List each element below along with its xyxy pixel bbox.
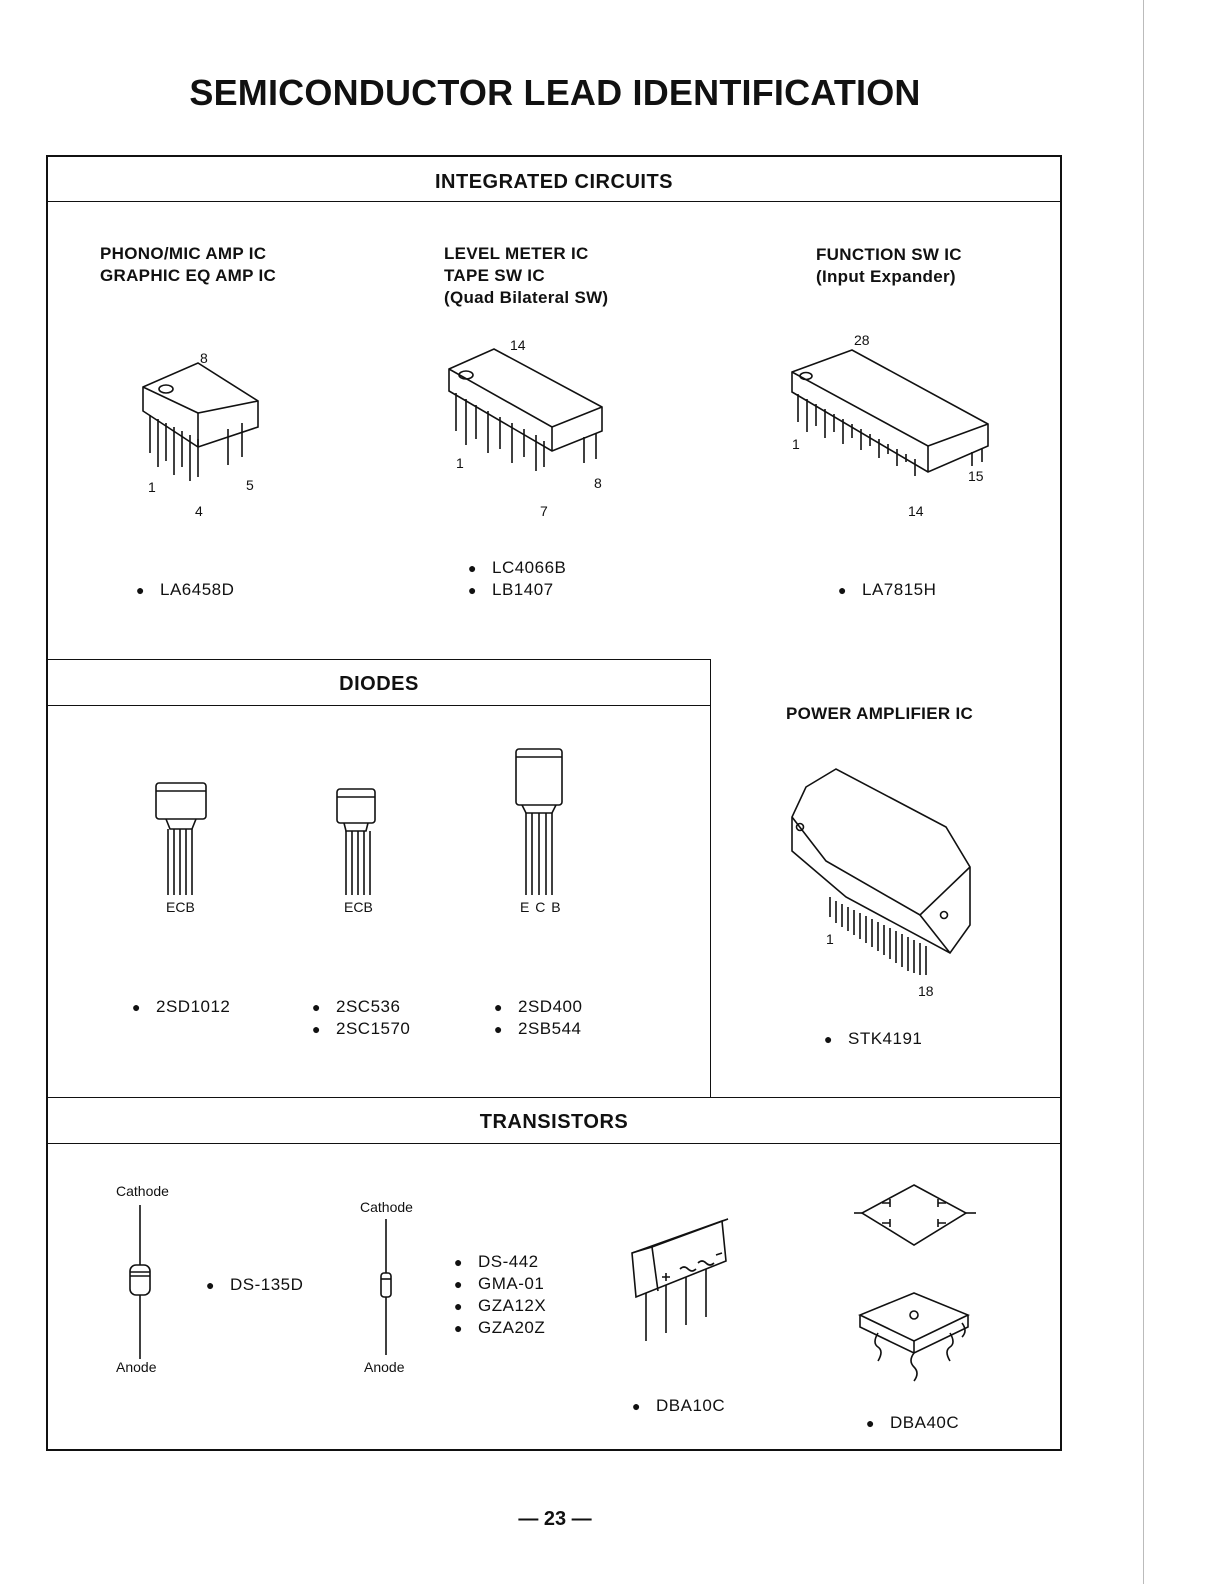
axial-diode-drawing — [124, 1205, 156, 1359]
part-number: ● 2SC536 — [312, 996, 410, 1018]
d3-part-list — [494, 996, 582, 1040]
part-number: ● DS-442 — [454, 1251, 546, 1273]
d3-lead-label: E C B — [520, 899, 562, 915]
part-number: ● LC4066B — [468, 557, 566, 579]
part-number: ● LA6458D — [136, 579, 234, 601]
t2-part-list — [454, 1251, 546, 1339]
ic2-pin-bottom: 7 — [540, 503, 548, 519]
ic1-pin-left: 1 — [148, 479, 156, 495]
d2-lead-label: ECB — [344, 899, 373, 915]
t3-part-list — [632, 1395, 725, 1417]
ic2-pin-top: 14 — [510, 337, 526, 353]
divider — [48, 1143, 1060, 1144]
ic-section-heading: INTEGRATED CIRCUITS — [434, 171, 673, 193]
part-number: ● 2SC1570 — [312, 1018, 410, 1040]
part-number: ● GMA-01 — [454, 1273, 546, 1295]
power-amp-ic-drawing — [786, 767, 986, 987]
part-number: ● 2SD1012 — [132, 996, 230, 1018]
lead-id-table — [46, 155, 1062, 1451]
t1-part-list — [206, 1274, 303, 1296]
power-amp-label: POWER AMPLIFIER IC — [786, 704, 974, 723]
divider — [48, 1097, 1060, 1098]
part-number: ● 2SB544 — [494, 1018, 582, 1040]
bridge-rectifier-square-drawing — [854, 1173, 984, 1383]
part-number: ● DBA40C — [866, 1412, 959, 1434]
power-amp-part-list — [824, 1028, 922, 1050]
power-amp-pin-right: 18 — [918, 983, 934, 999]
ic1-pin-bottom: 4 — [195, 503, 203, 519]
part-number: ● LA7815H — [838, 579, 936, 601]
dip14-ic-drawing — [444, 345, 604, 505]
to92-package-drawing — [152, 777, 212, 897]
ic3-pin-right: 15 — [968, 468, 984, 484]
part-number: ● GZA12X — [454, 1295, 546, 1317]
ic1-label: PHONO/MIC AMP IC GRAPHIC EQ AMP IC — [100, 244, 277, 285]
part-number: ● 2SD400 — [494, 996, 582, 1018]
divider — [710, 659, 711, 1097]
diodes-section-heading: DIODES — [339, 673, 419, 695]
ic1-pin-right: 5 — [246, 477, 254, 493]
transistors-section-heading: TRANSISTORS — [479, 1111, 629, 1133]
ic3-label: FUNCTION SW IC (Input Expander) — [816, 245, 962, 286]
divider — [48, 659, 710, 660]
part-number: ● STK4191 — [824, 1028, 922, 1050]
t2-anode-label: Anode — [364, 1359, 405, 1375]
ic3-pin-left: 1 — [792, 436, 800, 452]
page-number: — 23 — — [518, 1508, 592, 1530]
ic3-part-list — [838, 579, 936, 601]
t4-part-list — [866, 1412, 959, 1434]
t1-anode-label: Anode — [116, 1359, 157, 1375]
bridge-rectifier-sip-drawing — [628, 1217, 738, 1347]
page-edge — [1143, 0, 1144, 1584]
part-number: ● DS-135D — [206, 1274, 303, 1296]
ic2-part-list — [468, 557, 566, 601]
d2-part-list — [312, 996, 410, 1040]
t2-cathode-label: Cathode — [360, 1199, 413, 1215]
power-amp-pin-left: 1 — [826, 931, 834, 947]
to92s-package-drawing — [334, 785, 380, 897]
ic3-pin-bottom: 14 — [908, 503, 924, 519]
page-title: SEMICONDUCTOR LEAD IDENTIFICATION — [189, 72, 921, 113]
ic2-pin-right: 8 — [594, 475, 602, 491]
part-number: ● LB1407 — [468, 579, 566, 601]
ic2-pin-left: 1 — [456, 455, 464, 471]
to92l-package-drawing — [512, 745, 568, 897]
ic1-pin-top: 8 — [200, 350, 208, 366]
small-diode-drawing — [376, 1219, 396, 1355]
divider — [48, 705, 710, 706]
t1-cathode-label: Cathode — [116, 1183, 169, 1199]
d1-lead-label: ECB — [166, 899, 195, 915]
part-number: ● GZA20Z — [454, 1317, 546, 1339]
dip28-ic-drawing — [788, 342, 998, 502]
ic3-pin-top: 28 — [854, 332, 870, 348]
divider — [48, 201, 1060, 202]
d1-part-list — [132, 996, 230, 1018]
ic1-part-list — [136, 579, 234, 601]
part-number: ● DBA10C — [632, 1395, 725, 1417]
ic2-label: LEVEL METER IC TAPE SW IC (Quad Bilateral SW) — [444, 244, 609, 307]
